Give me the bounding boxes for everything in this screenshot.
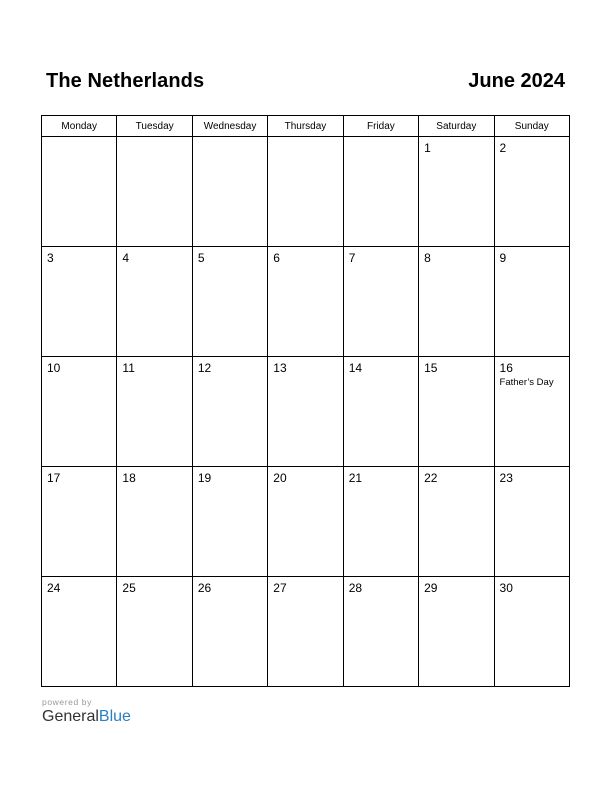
day-number: 18 [122, 471, 136, 485]
weekday-header: Tuesday [117, 116, 192, 137]
day-cell [343, 467, 418, 577]
day-cell [42, 357, 117, 467]
day-number [193, 137, 267, 141]
day-cell [419, 577, 494, 687]
day-number: 17 [47, 471, 61, 485]
week-row [42, 137, 570, 247]
day-number: 2 [499, 141, 507, 155]
day-number: 11 [122, 361, 135, 375]
day-cell [268, 137, 343, 247]
day-number: 26 [197, 581, 212, 595]
day-number: 3 [47, 251, 54, 265]
weekday-header: Saturday [419, 116, 494, 137]
day-number: 28 [348, 581, 363, 595]
day-cell [117, 467, 192, 577]
day-number: 29 [424, 581, 438, 595]
day-number: 8 [424, 251, 431, 265]
weekday-header: Sunday [494, 116, 569, 137]
day-number: 16 [499, 361, 513, 375]
day-number: 23 [499, 471, 513, 485]
day-cell [268, 357, 343, 467]
day-cell [494, 247, 569, 357]
day-number: 19 [197, 471, 212, 485]
day-cell [343, 577, 418, 687]
day-cell [42, 577, 117, 687]
day-number: 22 [424, 471, 438, 485]
day-cell [343, 357, 418, 467]
day-number [344, 137, 418, 141]
day-cell [419, 137, 494, 247]
weekday-header: Wednesday [192, 116, 267, 137]
day-cell [494, 467, 569, 577]
weekday-header: Thursday [268, 116, 343, 137]
day-number: 21 [348, 471, 363, 485]
day-cell [268, 247, 343, 357]
weekday-header: Monday [42, 116, 117, 137]
day-number: 25 [122, 581, 136, 595]
calendar-grid [41, 115, 570, 687]
month-year-title: June 2024 [468, 70, 565, 92]
country-title: The Netherlands [46, 70, 205, 92]
day-cell [494, 577, 569, 687]
day-number: 27 [273, 581, 287, 595]
day-number: 13 [273, 361, 287, 375]
day-number: 1 [424, 141, 431, 155]
week-row [42, 357, 570, 467]
day-cell [192, 247, 267, 357]
brand-logo [42, 708, 131, 726]
day-number: 30 [499, 581, 513, 595]
day-cell [42, 137, 117, 247]
day-cell [343, 247, 418, 357]
day-cell [343, 137, 418, 247]
day-cell [419, 467, 494, 577]
day-cell [192, 137, 267, 247]
day-cell [494, 137, 569, 247]
day-number: 12 [197, 361, 212, 375]
brand-name-general: General [42, 708, 99, 725]
day-number [268, 137, 342, 141]
day-cell [268, 577, 343, 687]
day-number: 20 [273, 471, 287, 485]
week-row [42, 247, 570, 357]
day-cell [192, 577, 267, 687]
day-number: 24 [47, 581, 61, 595]
week-row [42, 577, 570, 687]
week-row [42, 467, 570, 577]
day-cell [117, 247, 192, 357]
day-number: 14 [348, 361, 363, 375]
day-cell [419, 357, 494, 467]
day-cell [42, 467, 117, 577]
day-number [42, 137, 116, 141]
weekday-header: Friday [343, 116, 418, 137]
day-cell [494, 357, 569, 467]
day-cell [268, 467, 343, 577]
day-number [117, 137, 191, 141]
day-cell [117, 357, 192, 467]
powered-by-label: powered by [42, 697, 92, 707]
day-number: 5 [197, 251, 205, 265]
brand-name-blue: Blue [98, 708, 131, 725]
day-cell [192, 467, 267, 577]
day-cell [117, 137, 192, 247]
day-cell [42, 247, 117, 357]
holiday-label: Father’s Day [499, 377, 554, 388]
day-cell [117, 577, 192, 687]
day-number: 9 [499, 251, 507, 265]
day-cell [192, 357, 267, 467]
footer-branding [42, 697, 131, 726]
day-number: 4 [122, 251, 130, 265]
day-cell [419, 247, 494, 357]
day-number: 7 [348, 251, 356, 265]
day-number: 6 [273, 251, 280, 265]
day-number: 10 [47, 361, 61, 375]
weekday-header-row [42, 116, 570, 137]
day-number: 15 [424, 361, 438, 375]
